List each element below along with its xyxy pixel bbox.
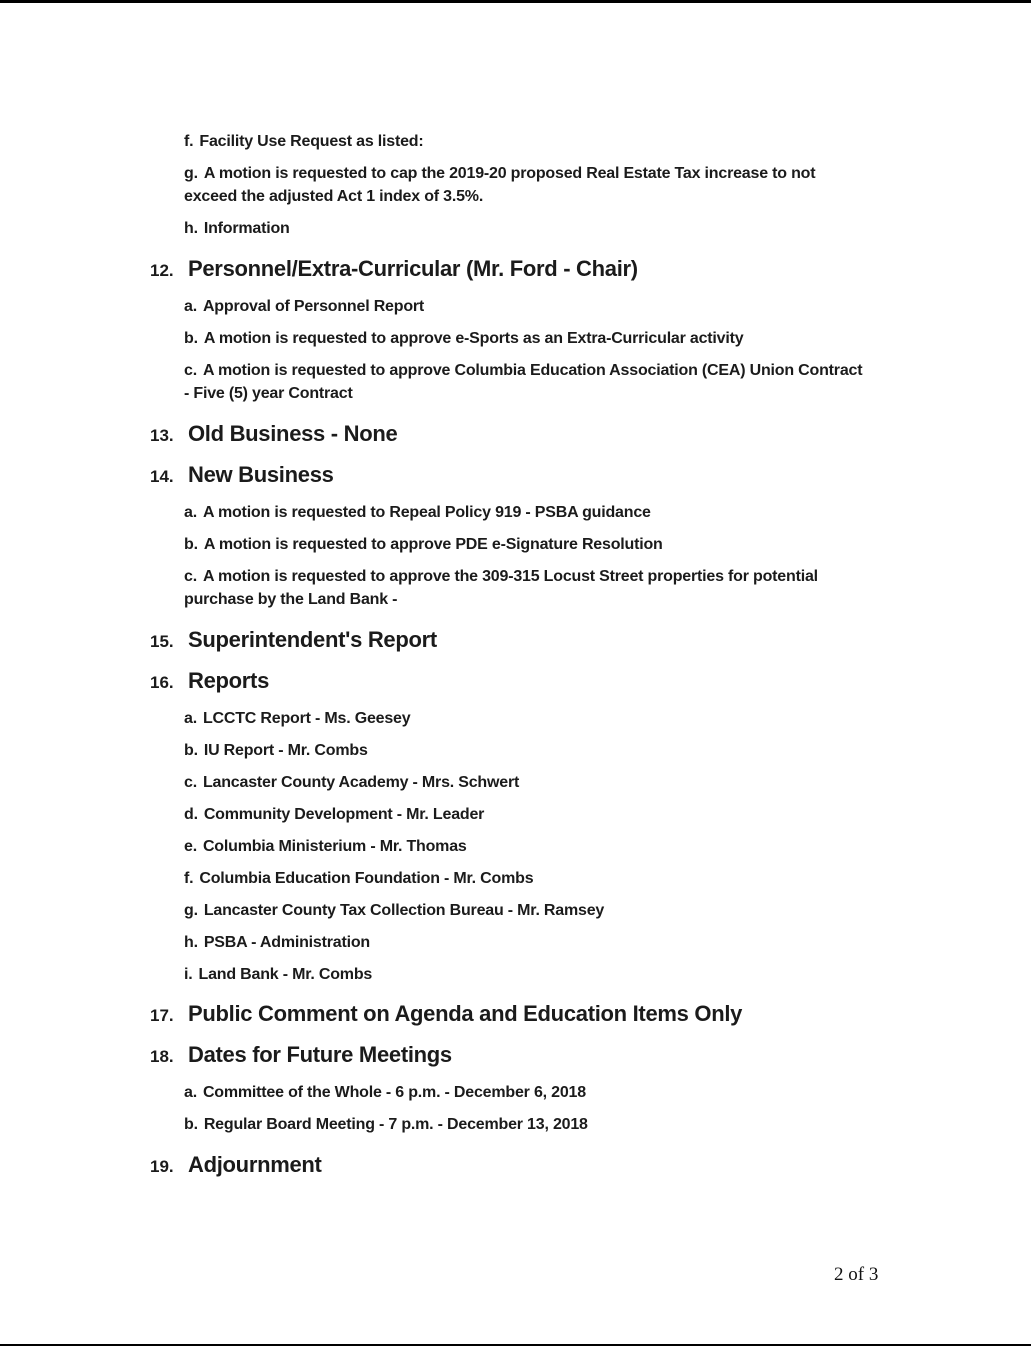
item-text: A motion is requested to approve e-Sports as an Extra-Curricular activity [203, 330, 744, 347]
item-letter: d. [184, 806, 198, 823]
item-text: LCCTC Report - Ms. Geesey [202, 710, 411, 727]
agenda-item [184, 565, 864, 611]
item-text: Community Development - Mr. Leader [203, 806, 485, 823]
section-heading [150, 1001, 742, 1027]
agenda-item [184, 867, 864, 890]
page-bottom-rule [0, 1344, 1031, 1346]
section-heading [150, 1042, 452, 1068]
agenda-item [184, 501, 864, 524]
item-text: Lancaster County Tax Collection Bureau - Mr. Ramsey [203, 902, 605, 919]
agenda-item [184, 295, 864, 318]
section-title: Superintendent's Report [188, 627, 437, 652]
item-text: A motion is requested to approve the 309-315 Locust Street properties for potential purchase by the Land Bank - [184, 568, 818, 608]
agenda-item [184, 803, 864, 826]
page-number: 2 of 3 [834, 1264, 879, 1285]
item-text: Land Bank - Mr. Combs [198, 966, 373, 983]
item-text: Information [203, 220, 290, 237]
item-text: A motion is requested to Repeal Policy 919 - PSBA guidance [202, 504, 651, 521]
item-text: A motion is requested to approve PDE e-Signature Resolution [203, 536, 663, 553]
section-number: 16. [150, 673, 174, 692]
item-letter: a. [184, 710, 197, 727]
item-text: Columbia Education Foundation - Mr. Combs [199, 870, 534, 887]
section-number: 14. [150, 467, 174, 486]
agenda-item [184, 533, 864, 556]
agenda-item [184, 771, 864, 794]
item-letter: c. [184, 362, 197, 379]
item-text: Columbia Ministerium - Mr. Thomas [202, 838, 467, 855]
item-text: A motion is requested to cap the 2019-20 proposed Real Estate Tax increase to not exceed the adjusted Act 1 index of 3.5%. [184, 165, 816, 205]
item-letter: f. [184, 133, 194, 150]
agenda-item [184, 217, 864, 240]
item-letter: h. [184, 934, 198, 951]
item-letter: b. [184, 536, 198, 553]
section-title: Old Business - None [188, 421, 398, 446]
agenda-item [184, 359, 864, 405]
agenda-item [184, 931, 864, 954]
item-letter: a. [184, 298, 197, 315]
section-heading [150, 1152, 322, 1178]
item-text: IU Report - Mr. Combs [203, 742, 368, 759]
item-text: A motion is requested to approve Columbia Education Association (CEA) Union Contract - Five (5) year Contract [184, 362, 863, 402]
item-text: PSBA - Administration [203, 934, 371, 951]
section-title: Adjournment [188, 1152, 322, 1177]
section-number: 18. [150, 1047, 174, 1066]
item-letter: c. [184, 774, 197, 791]
item-letter: a. [184, 1084, 197, 1101]
section-number: 15. [150, 632, 174, 651]
section-heading [150, 668, 269, 694]
item-text: Committee of the Whole - 6 p.m. - December 6, 2018 [202, 1084, 586, 1101]
item-text: Facility Use Request as listed: [199, 133, 424, 150]
agenda-item [184, 707, 864, 730]
agenda-item [184, 835, 864, 858]
section-number: 12. [150, 261, 174, 280]
agenda-item [184, 739, 864, 762]
section-title: Dates for Future Meetings [188, 1042, 452, 1067]
section-heading [150, 256, 638, 282]
section-heading [150, 462, 334, 488]
item-letter: g. [184, 902, 198, 919]
item-text: Approval of Personnel Report [202, 298, 425, 315]
item-letter: f. [184, 870, 194, 887]
section-number: 19. [150, 1157, 174, 1176]
item-letter: g. [184, 165, 198, 182]
agenda-item [184, 963, 864, 986]
item-letter: b. [184, 742, 198, 759]
agenda-item [184, 899, 864, 922]
item-text: Lancaster County Academy - Mrs. Schwert [202, 774, 520, 791]
agenda-item [184, 130, 864, 153]
section-heading [150, 627, 437, 653]
item-letter: e. [184, 838, 197, 855]
item-letter: c. [184, 568, 197, 585]
item-letter: b. [184, 330, 198, 347]
section-title: Reports [188, 668, 270, 693]
agenda-item [184, 1113, 864, 1136]
section-title: Public Comment on Agenda and Education Items Only [188, 1001, 743, 1026]
agenda-item [184, 1081, 864, 1104]
agenda-item [184, 162, 864, 208]
item-letter: b. [184, 1116, 198, 1133]
section-number: 13. [150, 426, 174, 445]
section-title: New Business [188, 462, 334, 487]
section-title: Personnel/Extra-Curricular (Mr. Ford - Chair) [188, 256, 638, 281]
section-number: 17. [150, 1006, 174, 1025]
item-letter: i. [184, 966, 193, 983]
item-text: Regular Board Meeting - 7 p.m. - December 13, 2018 [203, 1116, 588, 1133]
item-letter: h. [184, 220, 198, 237]
section-heading [150, 421, 397, 447]
agenda-item [184, 327, 864, 350]
item-letter: a. [184, 504, 197, 521]
